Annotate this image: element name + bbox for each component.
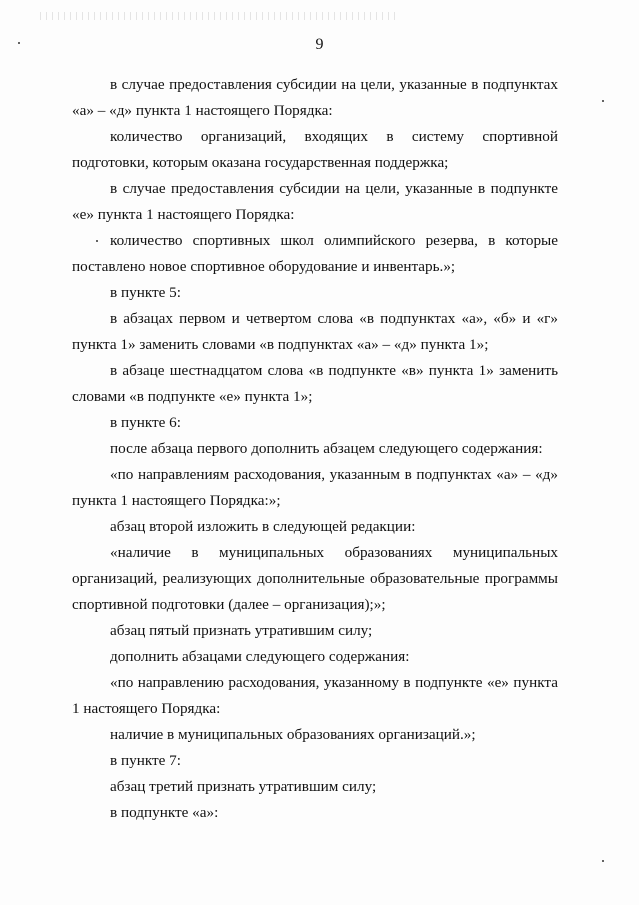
paragraph: абзац второй изложить в следующей редакции: [110, 518, 416, 535]
paragraph: в пункте 5: [110, 284, 181, 301]
paragraph: в подпункте «а»: [110, 804, 219, 821]
paragraph: после абзаца первого дополнить абзацем следующего содержания: [110, 440, 543, 457]
page-number: 9 [315, 36, 324, 53]
document-body [72, 72, 558, 826]
paragraph: в абзаце шестнадцатом слова «в подпункте «в» пункта 1» заменить словами «в подпункте «е» пункта 1»; [72, 362, 558, 405]
paragraph: количество спортивных школ олимпийского резерва, в которые поставлено новое спортивное оборудование и инвентарь.»; [72, 232, 558, 275]
paragraph: наличие в муниципальных образованиях организаций.»; [110, 726, 476, 743]
paragraph: в пункте 7: [110, 752, 181, 769]
paragraph: количество организаций, входящих в систему спортивной подготовки, которым оказана государственная поддержка; [72, 128, 558, 171]
paragraph: абзац пятый признать утратившим силу; [110, 622, 373, 639]
paragraph: дополнить абзацами следующего содержания: [110, 648, 410, 665]
paragraph: «наличие в муниципальных образованиях муниципальных организаций, реализующих дополнительные образовательные программы спортивной подготовки (далее – организация);»; [72, 544, 558, 613]
scan-speck [602, 100, 604, 102]
paragraph: абзац третий признать утратившим силу; [110, 778, 377, 795]
paragraph: «по направлениям расходования, указанным в подпунктах «а» – «д» пункта 1 настоящего Порядка:»; [72, 466, 558, 509]
paragraph: в случае предоставления субсидии на цели, указанные в подпункте «е» пункта 1 настоящего Порядка: [72, 180, 558, 223]
paragraph: «по направлению расходования, указанному в подпункте «е» пункта 1 настоящего Порядка: [72, 674, 558, 717]
paragraph: в случае предоставления субсидии на цели, указанные в подпунктах «а» – «д» пункта 1 настоящего Порядка: [72, 76, 558, 119]
paragraph: в абзацах первом и четвертом слова «в подпунктах «а», «б» и «г» пункта 1» заменить словами «в подпунктах «а» – «д» пункта 1»; [72, 310, 558, 353]
scan-speck [602, 860, 604, 862]
scan-artifact [40, 12, 400, 20]
paragraph: в пункте 6: [110, 414, 181, 431]
